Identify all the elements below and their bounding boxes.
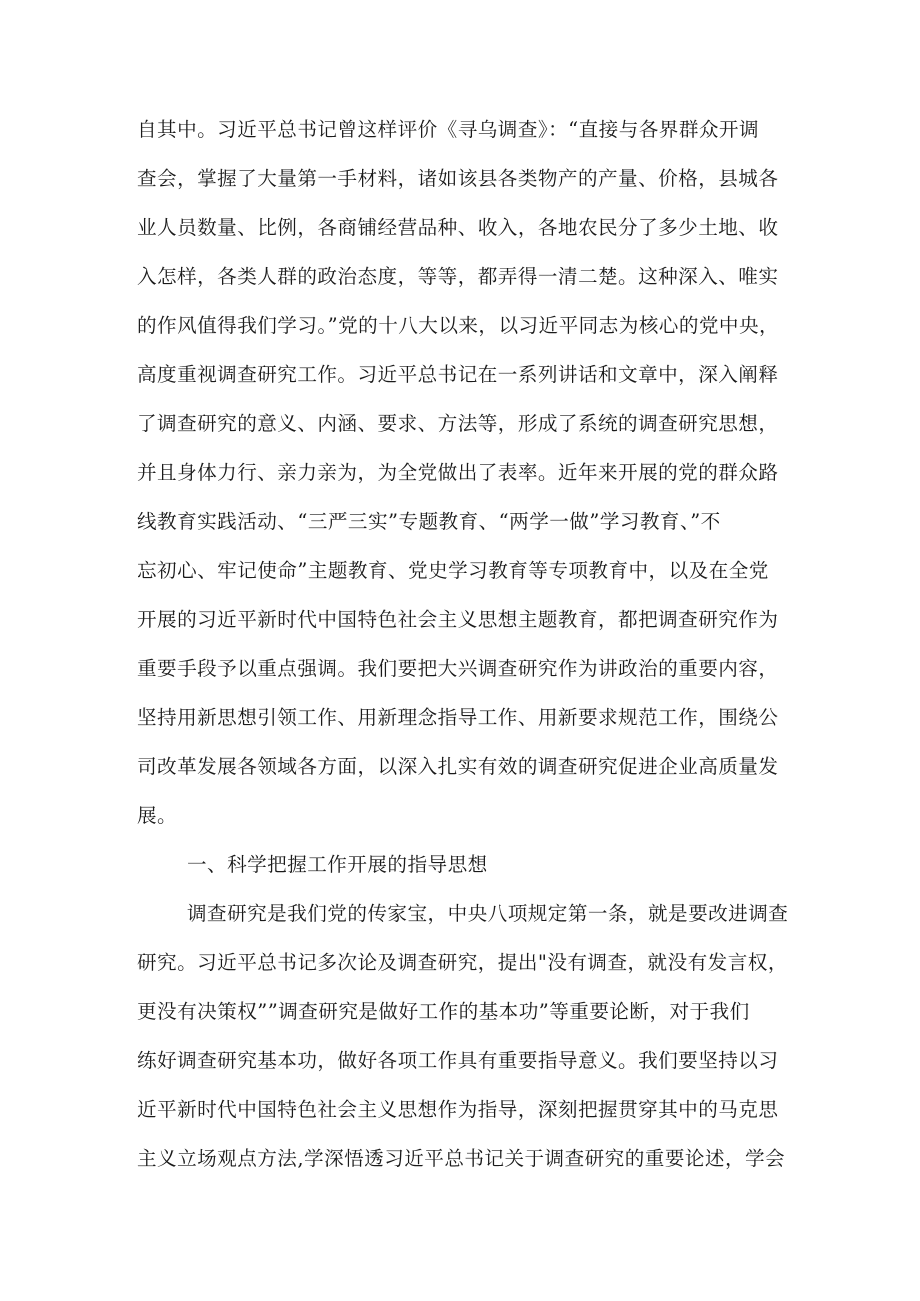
body-text-line: 查会，掌握了大量第一手材料，诸如该县各类物产的产量、价格，县城各 xyxy=(137,167,779,190)
body-text-line: 调查研究是我们党的传家宝，中央八项规定第一条，就是要改进调查 xyxy=(187,902,789,925)
body-text-line: 更没有决策权””调查研究是做好工作的基本功”等重要论断，对于我们 xyxy=(137,1000,750,1023)
body-text-line: 近平新时代中国特色社会主义思想作为指导，深刻把握贯穿其中的马克思 xyxy=(137,1098,779,1121)
body-text-line: 研究。习近平总书记多次论及调查研究，提出"没有调查，就没有发言权， xyxy=(137,951,788,974)
body-text-line: 司改革发展各领域各方面，以深入扎实有效的调查研究促进企业高质量发 xyxy=(137,755,779,778)
body-text-line: 业人员数量、比例，各商铺经营品种、收入，各地农民分了多少土地、收 xyxy=(137,216,779,239)
body-text-line: 坚持用新思想引领工作、用新理念指导工作、用新要求规范工作，围绕公 xyxy=(137,706,779,729)
body-text-line: 展。 xyxy=(137,804,178,827)
section-heading: 一、科学把握工作开展的指导思想 xyxy=(187,853,488,876)
body-text-line: 的作风值得我们学习。”党的十八大以来，以习近平同志为核心的党中央， xyxy=(137,314,780,337)
body-text-line: 线教育实践活动、“三严三实”专题教育、“两学一做”学习教育、”不 xyxy=(137,510,721,533)
body-text-line: 主义立场观点方法,学深悟透习近平总书记关于调查研究的重要论述，学会 xyxy=(137,1147,786,1170)
body-text-line: 开展的习近平新时代中国特色社会主义思想主题教育，都把调查研究作为 xyxy=(137,608,779,631)
body-text-line: 重要手段予以重点强调。我们要把大兴调查研究作为讲政治的重要内容， xyxy=(137,657,779,680)
body-text-line: 并且身体力行、亲力亲为，为全党做出了表率。近年来开展的党的群众路 xyxy=(137,461,779,484)
body-text-line: 练好调查研究基本功，做好各项工作具有重要指导意义。我们要坚持以习 xyxy=(137,1049,779,1072)
body-text-line: 自其中。习近平总书记曾这样评价《寻乌调查》：“直接与各界群众开调 xyxy=(137,118,760,141)
body-text-line: 了调查研究的意义、内涵、要求、方法等，形成了系统的调查研究思想， xyxy=(137,412,779,435)
body-text-line: 高度重视调查研究工作。习近平总书记在一系列讲话和文章中，深入阐释 xyxy=(137,363,779,386)
body-text-line: 忘初心、牢记使命”主题教育、党史学习教育等专项教育中，以及在全党 xyxy=(137,559,769,582)
body-text-line: 入怎样，各类人群的政治态度，等等，都弄得一清二楚。这种深入、唯实 xyxy=(137,265,779,288)
